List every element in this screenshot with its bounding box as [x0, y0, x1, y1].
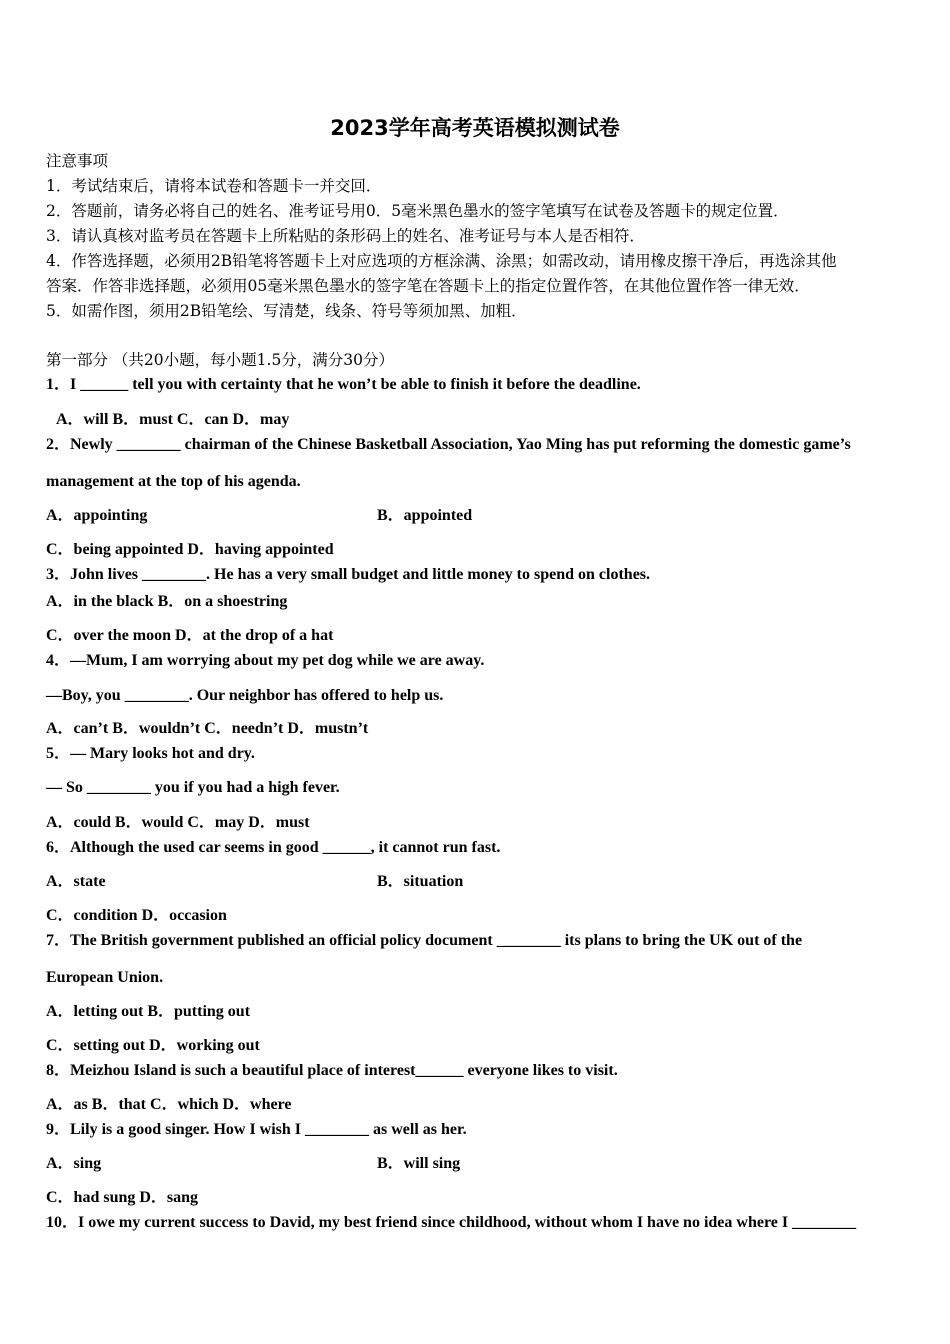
question-3-options-ab: A．in the black B．on a shoestring	[46, 593, 288, 610]
question-2-option-b: B．appointed	[377, 507, 473, 524]
question-7-stem-cont: European Union.	[46, 969, 164, 986]
section-heading: 第一部分 （共20小题，每小题1.5分，满分30分）	[46, 351, 395, 369]
question-9-options-cd: C．had sung D．sang	[46, 1189, 199, 1206]
question-6-option-a: A．state	[46, 873, 106, 890]
question-3-stem: 3．John lives ________. He has a very small budget and little money to spend on clothes.	[46, 566, 651, 583]
notice-item-4-cont: 答案．作答非选择题，必须用05毫米黑色墨水的签字笔在答题卡上的指定位置作答，在其他位置作答一律无效．	[46, 277, 810, 295]
question-9-stem: 9．Lily is a good singer. How I wish I ________ as well as her.	[46, 1121, 467, 1138]
question-2-option-a: A．appointing	[46, 507, 148, 524]
question-8-options: A．as B．that C．which D．where	[46, 1096, 292, 1113]
notice-item-2: 2．答题前，请务必将自己的姓名、准考证号用0．5毫米黑色墨水的签字笔填写在试卷及答题卡的规定位置．	[46, 202, 789, 220]
question-1-stem: 1．I ______ tell you with certainty that he won’t be able to finish it before the deadline.	[46, 376, 641, 393]
exam-title: 2023学年高考英语模拟测试卷	[330, 116, 620, 140]
question-2-stem: 2．Newly ________ chairman of the Chinese Basketball Association, Yao Ming has put reforming the domestic game’s	[46, 436, 851, 453]
question-7-stem: 7．The British government published an official policy document ________ its plans to bring the UK out of the	[46, 932, 803, 949]
question-6-options-cd: C．condition D．occasion	[46, 907, 227, 924]
question-4-stem-cont: —Boy, you ________. Our neighbor has offered to help us.	[46, 687, 444, 704]
notice-heading: 注意事项	[46, 152, 109, 170]
question-7-options-cd: C．setting out D．working out	[46, 1037, 260, 1054]
question-3-options-cd: C．over the moon D．at the drop of a hat	[46, 627, 334, 644]
notice-item-3: 3．请认真核对监考员在答题卡上所粘贴的条形码上的姓名、准考证号与本人是否相符．	[46, 227, 645, 245]
notice-item-1: 1．考试结束后，请将本试卷和答题卡一并交回．	[46, 177, 382, 195]
question-4-options: A．can’t B．wouldn’t C．needn’t D．mustn’t	[46, 720, 369, 737]
question-2-stem-cont: management at the top of his agenda.	[46, 473, 301, 490]
question-6-stem: 6．Although the used car seems in good ______, it cannot run fast.	[46, 839, 501, 856]
question-5-stem: 5．— Mary looks hot and dry.	[46, 745, 255, 762]
question-4-stem: 4．—Mum, I am worrying about my pet dog while we are away.	[46, 652, 485, 669]
question-2-options-cd: C．being appointed D．having appointed	[46, 541, 334, 558]
question-7-options-ab: A．letting out B．putting out	[46, 1003, 251, 1020]
notice-item-4: 4．作答选择题，必须用2B铅笔将答题卡上对应选项的方框涂满、涂黑；如需改动，请用橡皮擦干净后，再选涂其他	[46, 252, 837, 270]
question-5-options: A．could B．would C．may D．must	[46, 814, 310, 831]
question-5-stem-cont: — So ________ you if you had a high fever.	[46, 779, 340, 796]
question-8-stem: 8．Meizhou Island is such a beautiful place of interest______ everyone likes to visit.	[46, 1062, 618, 1079]
question-10-stem: 10．I owe my current success to David, my best friend since childhood, without whom I have no idea where I ________	[46, 1214, 857, 1231]
question-9-option-a: A．sing	[46, 1155, 102, 1172]
question-6-option-b: B．situation	[377, 873, 464, 890]
question-9-option-b: B．will sing	[377, 1155, 461, 1172]
notice-item-5: 5．如需作图，须用2B铅笔绘、写清楚，线条、符号等须加黑、加粗．	[46, 302, 527, 320]
question-1-options: A．will B．must C．can D．may	[56, 411, 290, 428]
